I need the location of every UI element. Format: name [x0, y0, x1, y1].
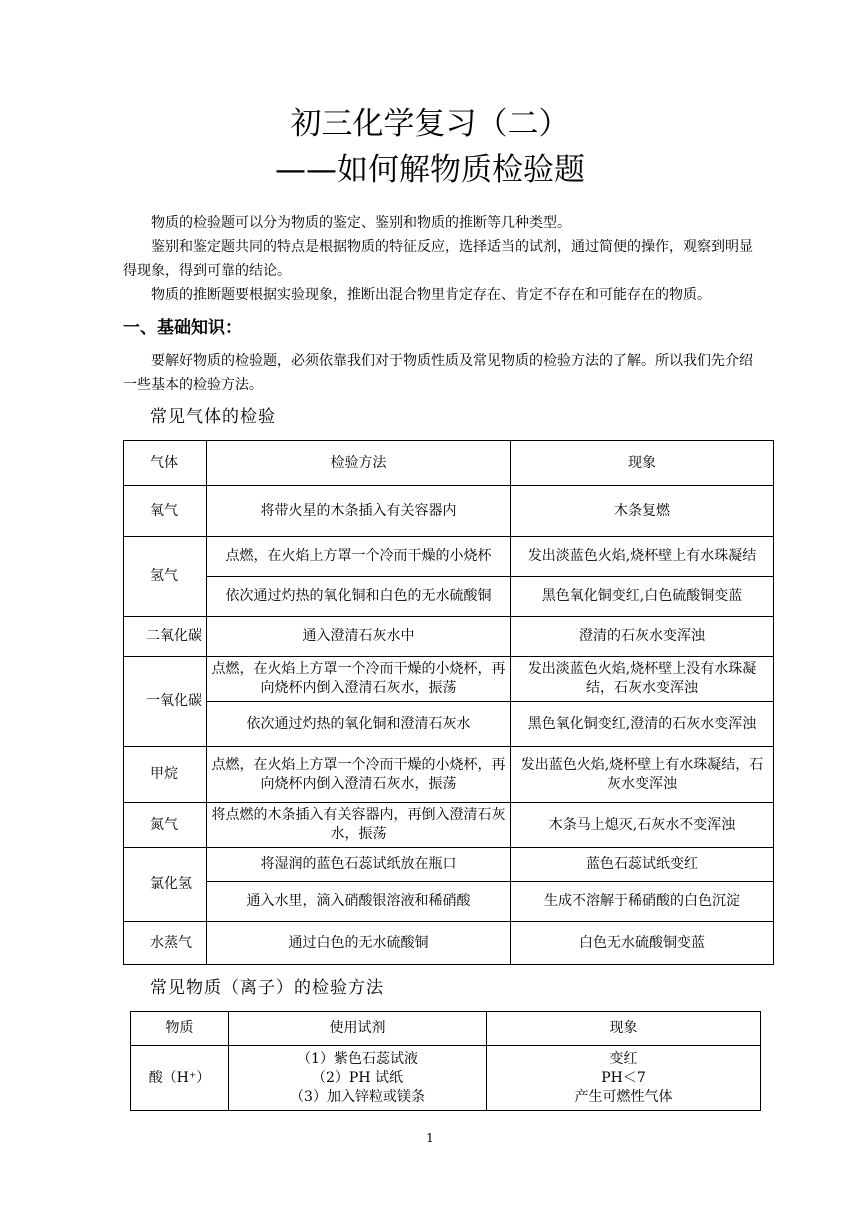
- intro-paragraph-1: 物质的检验题可以分为物质的鉴定、鉴别和物质的推断等几种类型。: [151, 215, 571, 231]
- gas-result: 发出淡蓝色火焰,烧杯壁上没有水珠凝结，石灰水变浑浊: [511, 657, 774, 702]
- table-header-row: [124, 441, 774, 486]
- header-reagent: 使用试剂: [229, 1012, 487, 1046]
- table-row: [124, 922, 774, 965]
- header-substance: 物质: [131, 1012, 229, 1046]
- page-number: 1: [426, 1131, 434, 1145]
- section-paragraph: 要解好物质的检验题，必须依靠我们对于物质性质及常见物质的检验方法的了解。所以我们先介绍一些基本的检验方法。: [123, 353, 753, 393]
- header-result: 现象: [487, 1012, 761, 1046]
- header-method: 检验方法: [207, 441, 511, 486]
- table-row: [124, 486, 774, 537]
- gas-result: 澄清的石灰水变浑浊: [511, 617, 774, 657]
- gas-method: 依次通过灼热的氧化铜和澄清石灰水: [207, 702, 511, 747]
- gas-result: 白色无水硫酸铜变蓝: [511, 922, 774, 965]
- table-row: [124, 657, 774, 702]
- title-line-1: 初三化学复习（二）: [290, 106, 570, 142]
- gas-result: 黑色氧化铜变红,白色硫酸铜变蓝: [511, 577, 774, 617]
- reagent-list: [229, 1046, 487, 1111]
- gas-result: 黑色氧化铜变红,澄清的石灰水变浑浊: [511, 702, 774, 747]
- gas-result: 木条复燃: [511, 486, 774, 537]
- title-line-2: ——如何解物质检验题: [275, 152, 585, 188]
- result-item: 变红: [609, 1050, 638, 1067]
- gas-name: 二氧化碳: [124, 617, 207, 657]
- result-item: PH＜7: [601, 1069, 646, 1086]
- gas-result: 生成不溶解于稀硝酸的白色沉淀: [511, 882, 774, 922]
- section-heading: 一、基础知识：: [123, 318, 242, 338]
- table-header-row: [131, 1012, 761, 1046]
- gas-result: 发出淡蓝色火焰,烧杯壁上有水珠凝结: [511, 537, 774, 577]
- header-result: 现象: [511, 441, 774, 486]
- table-row: [124, 577, 774, 617]
- gas-method: 点燃，在火焰上方罩一个冷而干燥的小烧杯: [207, 537, 511, 577]
- intro-paragraph-3: 物质的推断题要根据实验现象，推断出混合物里肯定存在、肯定不存在和可能存在的物质。: [151, 287, 711, 303]
- table-row: [124, 803, 774, 848]
- gas-name: 氢气: [124, 537, 207, 617]
- gas-table-caption: 常见气体的检验: [150, 407, 276, 427]
- reagent-item: （3）加入锌粒或镁条: [290, 1088, 425, 1105]
- ion-table-caption: 常见物质（离子）的检验方法: [150, 978, 384, 998]
- table-row: [124, 882, 774, 922]
- gas-test-table: [123, 440, 774, 965]
- result-list: [487, 1046, 761, 1111]
- gas-name: 甲烷: [124, 747, 207, 803]
- gas-result: 蓝色石蕊试纸变红: [511, 848, 774, 882]
- gas-name: 氧气: [124, 486, 207, 537]
- gas-method: 点燃，在火焰上方罩一个冷而干燥的小烧杯，再向烧杯内倒入澄清石灰水，振荡: [207, 747, 511, 803]
- gas-name: 水蒸气: [124, 922, 207, 965]
- table-row: [124, 848, 774, 882]
- intro-paragraph-2: 鉴别和鉴定题共同的特点是根据物质的特征反应，选择适当的试剂，通过简便的操作，观察到明显得现象，得到可靠的结论。: [123, 239, 753, 279]
- table-row: [124, 617, 774, 657]
- gas-result: 发出蓝色火焰,烧杯壁上有水珠凝结，石灰水变浑浊: [511, 747, 774, 803]
- table-row: [124, 702, 774, 747]
- gas-name: 氮气: [124, 803, 207, 848]
- gas-method: 通入澄清石灰水中: [207, 617, 511, 657]
- reagent-item: （1）紫色石蕊试液: [297, 1050, 418, 1067]
- gas-method: 将带火星的木条插入有关容器内: [207, 486, 511, 537]
- gas-result: 木条马上熄灭,石灰水不变浑浊: [511, 803, 774, 848]
- gas-name: 一氧化碳: [124, 657, 207, 747]
- ion-test-table: [130, 1011, 761, 1111]
- substance-name: 酸（H⁺）: [131, 1046, 229, 1111]
- gas-method: 通过白色的无水硫酸铜: [207, 922, 511, 965]
- reagent-item: （2）PH 试纸: [312, 1069, 403, 1086]
- table-row: [124, 747, 774, 803]
- header-gas: 气体: [124, 441, 207, 486]
- gas-method: 依次通过灼热的氧化铜和白色的无水硫酸铜: [207, 577, 511, 617]
- gas-method: 将点燃的木条插入有关容器内，再倒入澄清石灰水，振荡: [207, 803, 511, 848]
- gas-method: 通入水里，滴入硝酸银溶液和稀硝酸: [207, 882, 511, 922]
- gas-method: 点燃，在火焰上方罩一个冷而干燥的小烧杯，再向烧杯内倒入澄清石灰水，振荡: [207, 657, 511, 702]
- gas-method: 将湿润的蓝色石蕊试纸放在瓶口: [207, 848, 511, 882]
- table-row: [124, 537, 774, 577]
- table-row: [131, 1046, 761, 1111]
- gas-name: 氯化氢: [124, 848, 207, 922]
- result-item: 产生可燃性气体: [574, 1088, 673, 1105]
